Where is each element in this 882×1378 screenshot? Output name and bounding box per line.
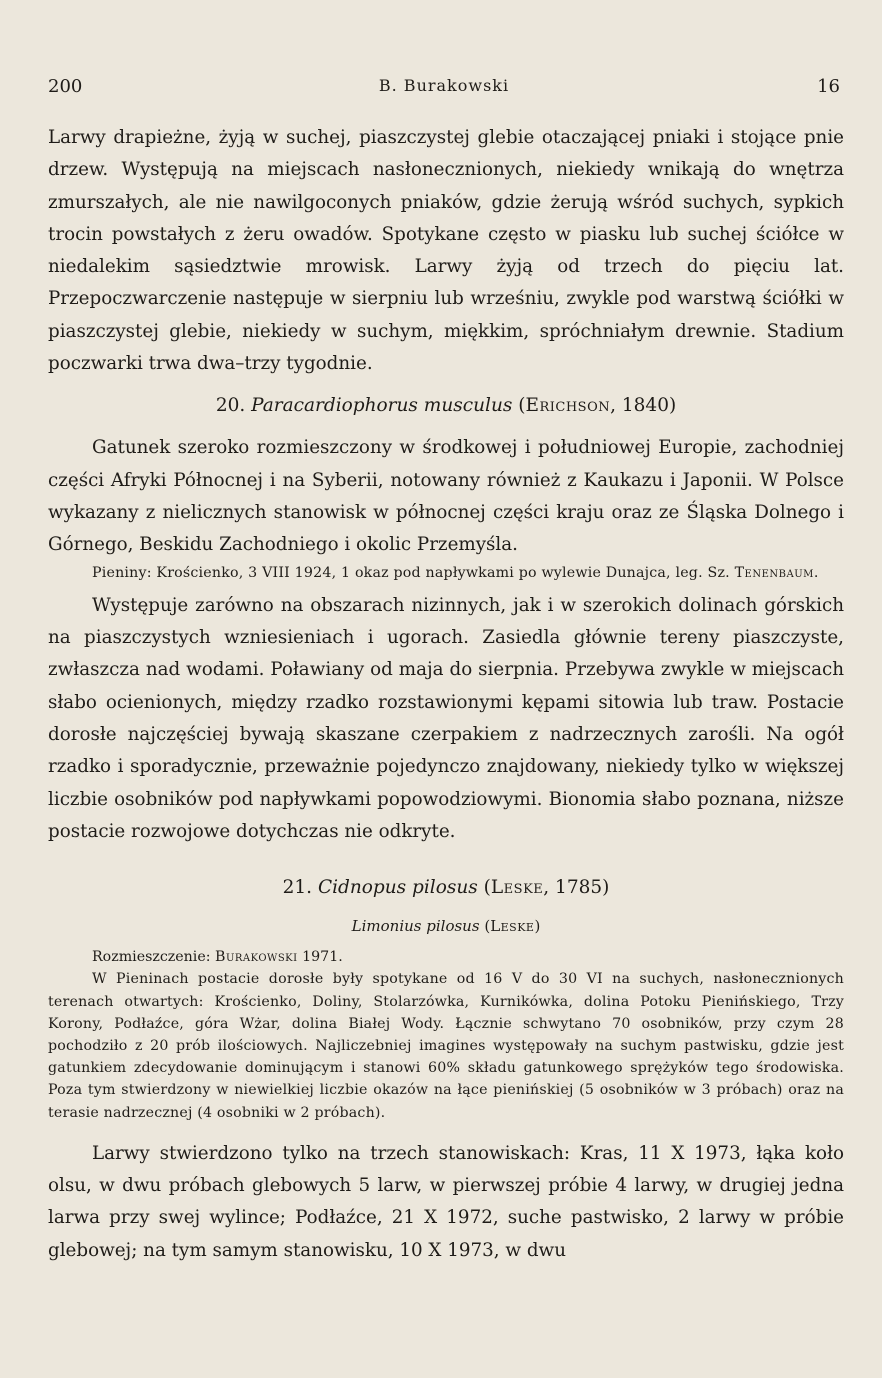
page-number: 200 <box>48 76 83 97</box>
paragraph-larvae-habitat: Larwy drapieżne, żyją w suchej, piaszczystej glebie otaczającej pniaki i stojące pnie drzew. Występują na miejscach nasłonecznionych, niekiedy wnikają do wnętrza zmurszałych, ale nie nawilgoconych pniaków, gdzie żerują wśród suchych, sypkich trocin powstałych z żeru owadów. Spotykane często w piasku lub suchej ściółce w niedalekim sąsiedztwie mrowisk. Larwy żyją od trzech do pięciu lat. Przepoczwarczenie następuje w sierpniu lub wrześniu, zwykle pod warstwą ściółki w piaszczystej glebie, niekiedy w suchym, miękkim, spróchniałym drewnie. Stadium poczwarki trwa dwa–trzy tygodnie. <box>48 127 844 375</box>
synonym-name: Limonius pilosus <box>351 917 480 936</box>
page-body <box>48 122 844 1267</box>
distribution-year: 1971. <box>302 949 343 966</box>
author-open: ( <box>518 395 526 417</box>
synonym-author-open: ( <box>484 917 491 936</box>
species-year: , 1785) <box>543 877 610 899</box>
species-heading-20 <box>48 390 844 422</box>
distribution-label: Rozmieszczenie: <box>92 949 211 966</box>
species-name: Paracardiophorus musculus <box>251 395 513 417</box>
species-year: , 1840) <box>610 395 677 417</box>
species-name: Cidnopus pilosus <box>317 877 478 899</box>
paragraph-distribution-20: Gatunek szeroko rozmieszczony w środkowej i południowej Europie, zachodniej części Afryki Północnej i na Syberii, notowany również z Kaukazu i Japonii. W Polsce wykazany z nielicznych stanowisk w północnej części kraju oraz ze Śląska Dolnego i Górnego, Beskidu Zachodniego i okolic Przemyśla. <box>48 437 844 556</box>
species-author: Erichson <box>525 395 611 417</box>
record-text: Pieniny: Krościenko, 3 VIII 1924, 1 okaz pod napływkami po wylewie Dunajca, leg. <box>92 564 703 581</box>
running-header <box>48 76 840 100</box>
collector-name: Tenenbaum. <box>734 564 819 581</box>
synonym-author: Leske <box>490 917 535 936</box>
distribution-line-21 <box>48 946 844 968</box>
paragraph-ecology-20: Występuje zarówno na obszarach nizinnych, jak i w szerokich dolinach górskich na piaszczystych wzniesieniach i ugorach. Zasiedla głównie tereny piaszczyste, zwłaszcza nad wodami. Poławiany od maja do sierpnia. Przebywa zwykle w miejscach słabo ocienionych, między rzadko rozstawionymi kępami sitowia lub traw. Postacie dorosłe najczęściej bywają skaszane czerpakiem z nadrzecznych zarośli. Na ogół rzadko i sporadycznie, przeważnie pojedynczo znajdowany, niekiedy tylko w większej liczbie osobników pod napływkami popowodziowymi. Bionomia słabo poznana, niższe postacie rozwojowe dotychczas nie odkryte. <box>48 594 844 842</box>
paragraph-larvae-21: Larwy stwierdzono tylko na trzech stanowiskach: Kras, 11 X 1973, łąka koło olsu, w dwu próbach glebowych 5 larw, w pierwszej próbie 4 larwy, w drugiej jedna larwa przy swej wylince; Podłaźce, 21 X 1972, suche pastwisko, 2 larwy w próbie glebowej; na tym samym stanowisku, 10 X 1973, w dwu <box>48 1142 844 1261</box>
section-number: 16 <box>817 76 840 97</box>
collector-prefix: Sz. <box>707 564 730 581</box>
species-heading-21 <box>48 872 844 904</box>
distribution-author: Burakowski <box>215 949 298 966</box>
running-author: B. Burakowski <box>378 76 510 95</box>
record-21: W Pieninach postacie dorosłe były spotykane od 16 V do 30 VI na suchych, nasłonecznionych terenach otwartych: Krościenko, Doliny, Stolarzówka, Kurnikówka, dolina Potoku Pienińskiego, Trzy Korony, Podłaźce, góra Wżar, dolina Białej Wody. Łącznie schwytano 70 osobników, przy czym 28 pochodziło z 20 prób ilościowych. Najliczebniej imagines występowały na suchym pastwisku, gdzie jest gatunkiem zdecydowanie dominującym i stanowi 60% składu gatunkowego sprężyków tego środowiska. Poza tym stwierdzony w niewielkiej liczbie okazów na łące pienińskiej (5 osobników w 3 próbach) oraz na terasie nadrzecznej (4 osobniki w 2 próbach). <box>48 971 844 1121</box>
species-author: Leske <box>490 877 544 899</box>
synonym-21 <box>48 914 844 938</box>
species-number: 21. <box>282 877 313 899</box>
synonym-close: ) <box>534 917 541 936</box>
species-number: 20. <box>215 395 246 417</box>
author-open: ( <box>483 877 491 899</box>
record-20 <box>48 562 844 584</box>
